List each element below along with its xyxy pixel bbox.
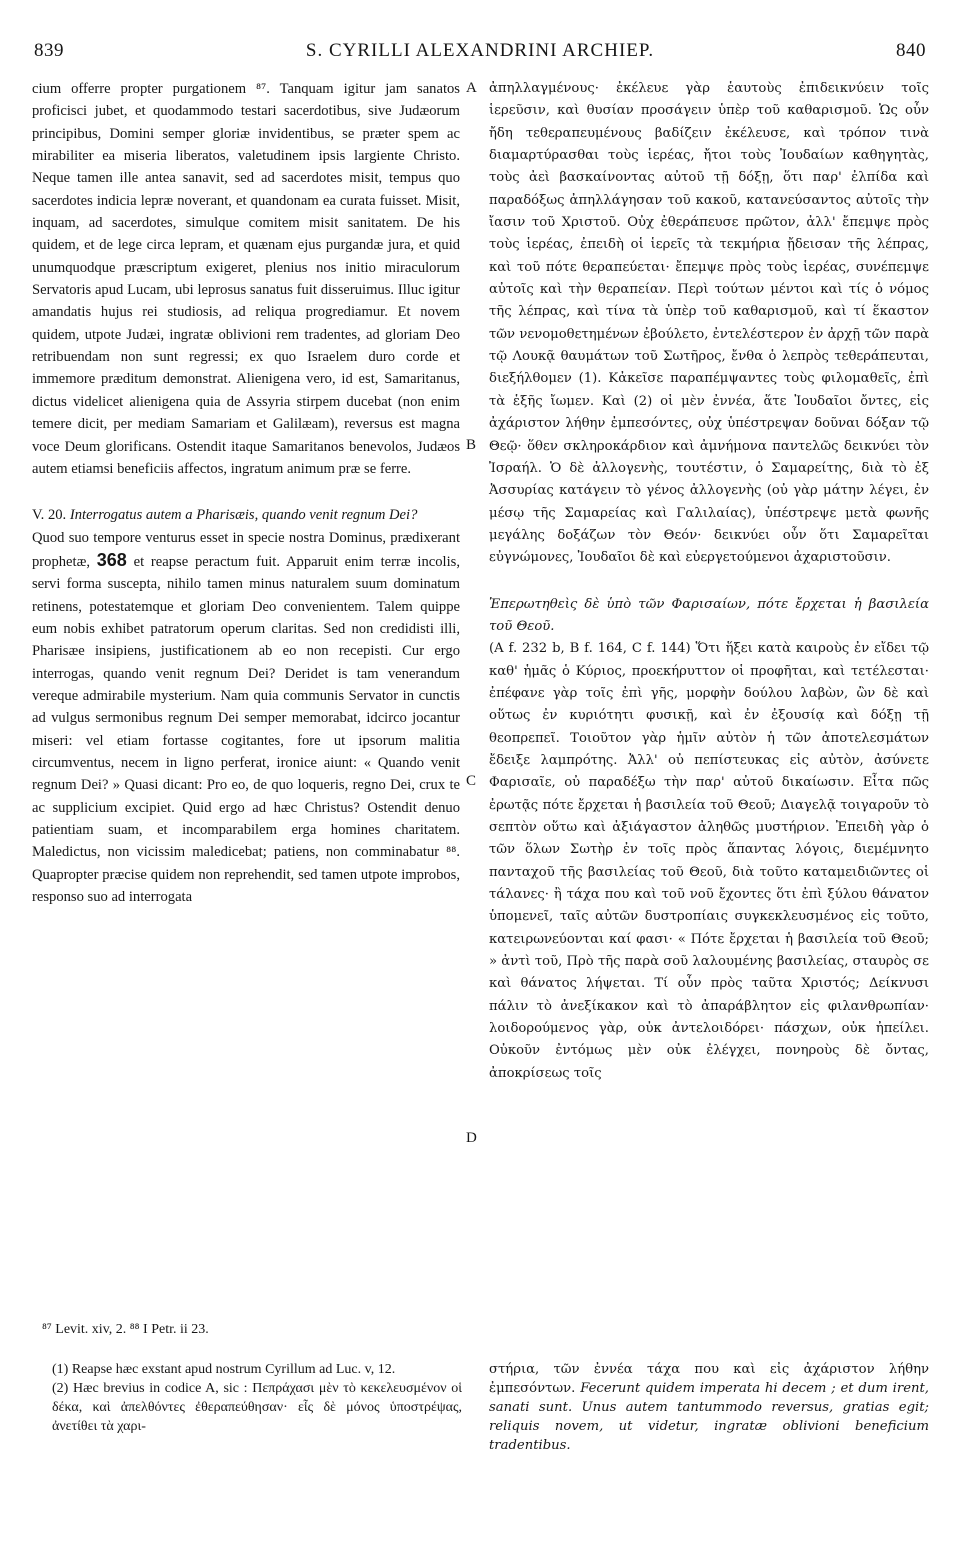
latin-verse-text: Interrogatus autem a Pharisæis, quando venit regnum Dei?	[69, 507, 418, 524]
latin-paragraph-2	[32, 527, 460, 909]
latin-column	[32, 78, 460, 908]
greek-paragraph-1: ἀπηλλαγμένους· ἐκέλευε γὰρ ἑαυτοὺς ἐπιδεικνύειν τοῖς ἱερεῦσιν, καὶ θυσίαν προσάγειν ὑπὲρ τοῦ καθαρισμοῦ. Ὡς οὖν ἤδη τεθεραπευμένους βαδίζειν ἐκέλευσε, καὶ τρόπον τινὰ διαμαρτύρασθαι τοὺς ἱερέας, ἤτοι τοὺς Ἰουδαίων καθηγητὰς, τοὺς ἀεὶ βασκαίνοντας αὐτοῦ τῇ δόξῃ, ὅτι παρ' ἐλπίδα καὶ παραδόξως ἀπηλλάγησαν τοῦ κακοῦ, κατανεύσαντος αὐτοῖς τὴν ἴασιν τοῦ Χριστοῦ. Οὐχ ἐθεράπευσε πρῶτον, ἀλλ' ἔπεμψε πρὸς τοὺς ἱερέας, ἐπειδὴ οἱ ἱερεῖς τὰ τεκμήρια ᾔδεισαν τῆς λέπρας, καὶ τοῦ πότε θεραπεύεται· ἔπεμψε πρὸς τοὺς ἱερέας, συνέπεμψε αὐτοῖς καὶ τὴν θεραπείαν. Περὶ τούτων μέντοι καὶ τίς ὁ νόμος τῆς λέπρας, καὶ τίνα τὰ ὑπὲρ τοῦ καθαρισμοῦ, καὶ τί ἕκαστον τῶν νενομοθετημένων ἐβούλετο, ἐντελέστερον ἐν ἀρχῇ τῶν παρὰ τῷ Λουκᾷ θαυμάτων τοῦ Σωτῆρος, ἔνθα ὁ λεπρὸς τεθεράπευται, διεξήλθομεν (1). Κἀκεῖσε παραπέμψαντες τοὺς φιλομαθεῖς, ἐπὶ τὰ ἑξῆς ἴωμεν. Καὶ (2) οἱ μὲν ἐννέα, ἅτε Ἰουδαῖοι ὄντες, εἰς ἀχάριστον λήθην ἐμπεσόντες, οὐχ ὑπέστρεψαν δοῦναι δόξαν τῷ Θεῷ· ὅθεν σκληροκάρδιον καὶ ἀμνήμονα παντελῶς δεικνύει τὸν Ἰσραήλ. Ὁ δὲ ἀλλογενὴς, τουτέστιν, ὁ Σαμαρείτης, διὰ τὸ ἐξ Ἀσσυρίας κατάγειν τὸ γένος ἀλλογενὴς (οὐ γὰρ μάτην λέγει, ἐν μέσῳ τῆς Σαμαρείας καὶ Γαλιλαίας), ὑπέστρεψε μετὰ φωνῆς μεγάλης δοξάζων τὸν Θεόν· δεικνύει οὖν ὅτι Σαμαρεῖται εὐγνώμονες, Ἰουδαῖοι δὲ καὶ εὐεργετούμενοι ἀχαριστοῦσιν.	[489, 81, 929, 566]
footnote-1: (1) Reapse hæc exstant apud nostrum Cyrillum ad Luc. v, 12.	[52, 1362, 396, 1377]
latin-paragraph-1: cium offerre propter purgationem ⁸⁷. Tanquam igitur jam sanatos proficisci jubet, et quodammodo testari sacerdotibus, sive Judæorum principibus, Domini semper gloriæ invidentibus, se præter spem ac mirabiliter ea miseria liberatos, valetudinem ipsis largiente Christo. Neque tamen ille antea sanavit, sed ad sacerdotes misit, tempus quo sacerdotes indicia lepræ noverant, et quandonam ea curata fuisset. Misit, inquam, ad sacerdotes, simulque comitem misit sanitatem. De his quidem, et de lege circa lepram, et quænam ejus purgandæ jura, et quid unumquodque præscriptum exigeret, plenius nos initio miraculorum Servatoris apud Lucam, ubi leprosus sanatus fuit disseruimus. Illuc igitur amandatis hujus rei studiosis, ad reliqua progrediamur. Et novem quidem, utpote Judæi, ingratæ oblivioni rem tradentes, ad gloriam Deo retribuendam non sunt regressi; ex quo Israelem duro corde et immemore præditum demonstrat. Alienigena vero, id est, Samaritanus, dictus videlicet alienigena quia de Assyria stirpem ducebat (non enim temere dicit, per mediam Samariam et Galilæam), reversus est magna voce Deum glorificans. Ostendit itaque Samaritanos benevolos, Judæos autem etiamsi beneficiis affectos, ingratum animum præ se ferre.	[32, 81, 460, 477]
margin-marker-b: B	[466, 437, 477, 453]
greek-verse-heading: Ἐπερωτηθεὶς δὲ ὑπὸ τῶν Φαρισαίων, πότε ἔρχεται ἡ βασιλεία τοῦ Θεοῦ.	[489, 596, 929, 634]
margin-marker-c: C	[466, 773, 477, 789]
greek-column	[489, 78, 929, 1085]
footnote-2-latin: Fecerunt quidem imperata hi decem ; et dum irent, sanati sunt. Unus autem tantummodo reversus, gratias egit; reliquis novem, ut videtur, ingratæ oblivioni beneficium tradentibus.	[489, 1381, 929, 1453]
latin-paragraph-2b: et reapse peractum fuit. Apparuit enim terræ incolis, servi forma suscepta, nihilo tamen minus naturalem suum dominatum retinens, potestatemque et gloriam Deo convenientem. Talem quippe eum nobis exhibet patratorum operum claritas. Sed non credidisti illi, Pharisæe insipiens, justificationem ab eo non recepisti. Cur ergo interrogas, quando venit regnum Dei? Deridet is tam venerandum vereque admirabile mysterium. Nam quia communis Servator in cunctis ad vulgus sermonibus regnum Dei semper memorabat, idcirco jocantur miseri: vel etiam fortasse cogitantes, fore ut ipsorum malitia circumventus, necem in ligno perferat, ironice aiunt: « Quando venit regnum Dei? » Quasi dicant: Pro eo, de quo loqueris, regno Dei, crux te ac supplicium excipiet. Quid ergo ad hæc Christus? Ostendit denuo patientiam suam, et incomparabilem erga homines charitatem. Maledictus, non vicissim maledicebat; patiens, non comminabatur ⁸⁸. Quapropter præcise quidem non reprehendit, sed tamen utpote improbos, responso suo ad interrogata	[32, 553, 460, 906]
verse-label: V. 20.	[32, 507, 67, 524]
margin-marker-a: A	[466, 80, 477, 96]
footnote-2: (2) Hæc brevius in codice A, sic : Πεπράχασι μὲν τὸ κεκελευσμένον οἱ δέκα, καὶ ἀπελθόντες ἐθεραπεύθησαν· εἷς δὲ μόνος ὑποστρέψας, ἀνετίθει τὰ χαρι-	[52, 1381, 462, 1434]
footnotes-right	[489, 1360, 929, 1455]
margin-marker-d: D	[466, 1130, 477, 1146]
footnote-2-greek: στήρια, τῶν ἐννέα τάχα που καὶ εἰς ἀχάριστον λήθην ἐμπεσόντων.	[489, 1362, 929, 1396]
page-number-left: 839	[34, 40, 64, 61]
latin-verse-heading	[32, 504, 460, 526]
column-number: 368	[96, 549, 127, 570]
page-number-right: 840	[896, 40, 926, 61]
scripture-references: ⁸⁷ Levit. xiv, 2. ⁸⁸ I Petr. ii 23.	[42, 1322, 209, 1337]
page-header	[34, 40, 926, 68]
footnotes-left	[52, 1360, 462, 1436]
latin-paragraph-2a: Quod suo tempore venturus esset in specie nostra Dominus, prædixerant prophetæ,	[32, 529, 460, 570]
greek-paragraph-2: (A f. 232 b, B f. 164, C f. 144) Ὅτι ἥξει κατὰ καιροὺς ἐν εἴδει τῷ καθ' ἡμᾶς ὁ Κύριος, προεκήρυττον οἱ προφῆται, καὶ τετέλεσται· ἐπέφανε γὰρ τοῖς ἐπὶ γῆς, μορφὴν δούλου λαβὼν, ὢν δὲ καὶ οὕτως ἐν κυριότητι φυσικῇ, καὶ ἐν ἐξουσίᾳ καὶ δόξῃ τῇ θεοπρεπεῖ. Τοιοῦτον γὰρ ἡμῖν αὐτὸν ἡ τῶν ἀποτελεσμάτων ἔδειξε λαμπρότης. Ἀλλ' οὐ πεπίστευκας εἰς αὐτὸν, ἀσύνετε Φαρισαῖε, οὐ παραδέξω τὴν παρ' αὐτοῦ δικαίωσιν. Εἶτα πῶς ἐρωτᾷς πότε ἔρχεται ἡ βασιλεία τοῦ Θεοῦ; Διαγελᾷ τοιγαροῦν τὸ σεπτὸν οὕτω καὶ ἀξιάγαστον ἀληθῶς μυστήριον. Ἐπειδὴ γὰρ ὁ τῶν ὅλων Σωτὴρ ἐν τοῖς πρὸς ἅπαντας λόγοις, διεμέμνητο πανταχοῦ τῆς βασιλείας τοῦ Θεοῦ, διὰ τοῦτο καταμειδιῶντες οἱ τάλανες· ἢ τάχα που καὶ τοῦ νοῦ ἔχοντες ὅτι ἐπὶ ξύλου θάνατον ὑπομενεῖ, ταῖς αὐτῶν δυστροπίαις συγκεκλευσμένος εἰς τοῦτο, κατειρωνεύονται καί φασι· « Πότε ἔρχεται ἡ βασιλεία τοῦ Θεοῦ; » ἀντὶ τοῦ, Πρὸ τῆς παρὰ σοῦ λαλουμένης βασιλείας, σταυρὸς σε καὶ θάνατος λήψεται. Τί οὖν πρὸς ταῦτα Χριστός; Δείκνυσι πάλιν τὸ ἀνεξίκακον καὶ τὸ ἀπαράβλητον εἰς φιλανθρωπίαν· λοιδορούμενος γὰρ, οὐκ ἀντελοιδόρει· πάσχων, οὐκ ἠπείλει. Οὐκοῦν ἐντόμως μὲν οὐκ ἐλέγχει, πονηροὺς δὲ ὄντας, ἀποκρίσεως τοῖς	[489, 641, 929, 1081]
footnote-2-continued	[489, 1360, 929, 1455]
running-title: S. CYRILLI ALEXANDRINI ARCHIEP.	[305, 40, 655, 61]
